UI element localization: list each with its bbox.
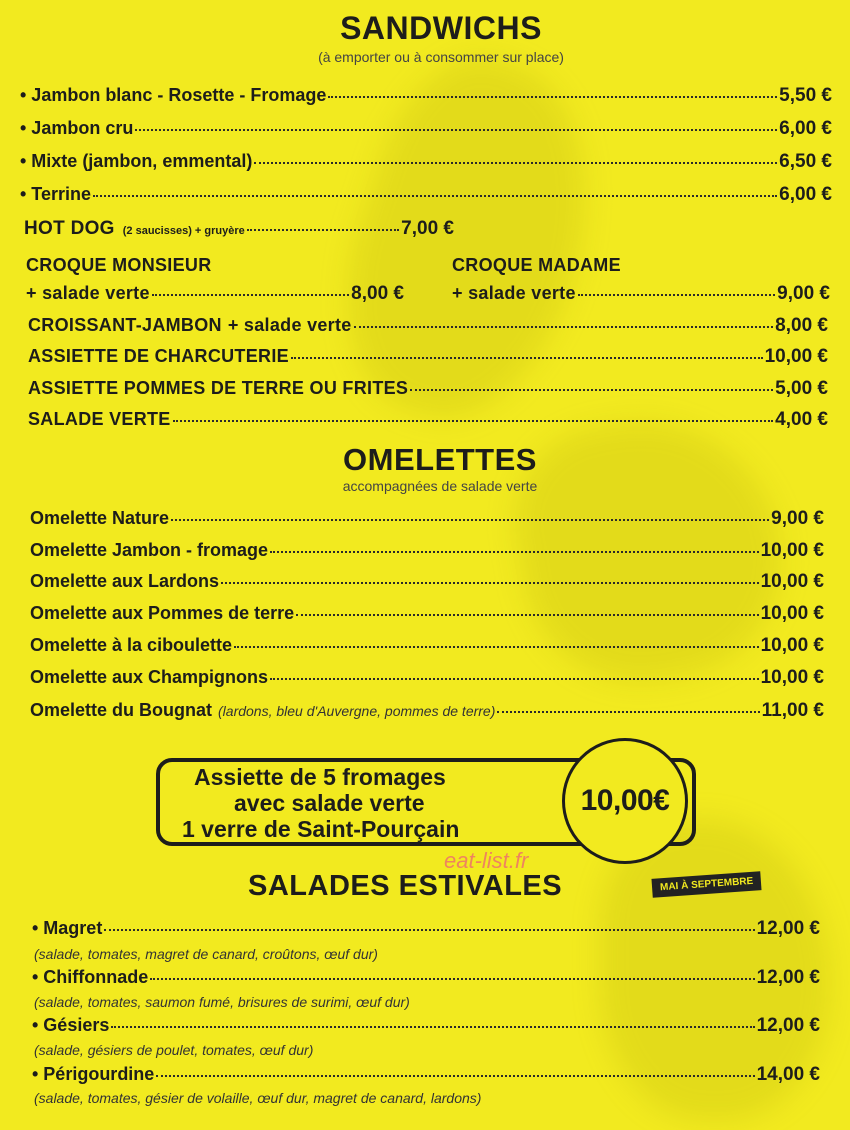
menu-item <box>28 315 828 337</box>
croque-madame-title: CROQUE MADAME <box>452 255 621 275</box>
season-tag: MAI À SEPTEMBRE <box>651 871 761 898</box>
leader-dots <box>296 614 758 616</box>
menu-item <box>28 378 828 400</box>
menu-item <box>20 85 832 107</box>
item-price: 14,00 € <box>756 1064 820 1085</box>
item-label: ASSIETTE POMMES DE TERRE OU FRITES <box>28 378 409 398</box>
item-label: + salade verte <box>26 283 150 303</box>
section-subtitle-sandwichs: (à emporter ou à consommer sur place) <box>318 49 564 65</box>
item-price: 8,00 € <box>775 315 828 336</box>
item-price: 8,00 € <box>351 283 404 304</box>
menu-item <box>32 967 820 989</box>
menu-item <box>30 667 824 689</box>
item-price: 4,00 € <box>775 409 828 430</box>
menu-item <box>30 603 824 625</box>
menu-item <box>32 918 820 940</box>
leader-dots <box>93 195 777 197</box>
item-detail: (salade, tomates, saumon fumé, brisures de surimi, œuf dur) <box>34 994 410 1010</box>
offer-price-badge <box>562 738 688 864</box>
item-price: 10,00 € <box>760 667 824 688</box>
item-label: • Terrine <box>20 184 91 204</box>
menu-item-croque-monsieur <box>26 283 404 305</box>
menu-item <box>30 635 824 657</box>
item-label: • Périgourdine <box>32 1064 155 1084</box>
menu-item-croque-madame <box>452 283 830 305</box>
item-price: 10,00 € <box>764 346 828 367</box>
item-label: • Magret <box>32 918 103 938</box>
item-detail: (salade, gésiers de poulet, tomates, œuf dur) <box>34 1042 314 1058</box>
item-label: Omelette à la ciboulette <box>30 635 233 655</box>
leader-dots <box>234 646 759 648</box>
watermark: eat-list.fr <box>444 848 529 873</box>
leader-dots <box>328 96 777 98</box>
leader-dots <box>254 162 777 164</box>
menu-item <box>28 409 828 431</box>
item-price: 9,00 € <box>777 283 830 304</box>
item-label: • Chiffonnade <box>32 967 149 987</box>
item-detail: (salade, tomates, magret de canard, croûtons, œuf dur) <box>34 946 378 962</box>
leader-dots <box>270 678 759 680</box>
offer-line: avec salade verte <box>234 790 425 816</box>
item-price: 10,00 € <box>760 603 824 624</box>
leader-dots <box>247 229 399 231</box>
leader-dots <box>152 294 349 296</box>
section-title-omelettes: OMELETTES <box>343 442 537 477</box>
item-price: 6,50 € <box>779 151 832 172</box>
leader-dots <box>270 551 759 553</box>
item-detail: (salade, tomates, gésier de volaille, œuf dur, magret de canard, lardons) <box>34 1090 482 1106</box>
leader-dots <box>410 389 773 391</box>
item-price: 6,00 € <box>779 118 832 139</box>
item-price: 10,00 € <box>760 540 824 561</box>
item-price: 12,00 € <box>756 1015 820 1036</box>
leader-dots <box>291 357 763 359</box>
leader-dots <box>497 711 759 713</box>
leader-dots <box>221 582 759 584</box>
item-label: • Gésiers <box>32 1015 110 1035</box>
item-label: HOT DOG <box>24 218 115 239</box>
item-price: 9,00 € <box>771 508 824 529</box>
item-label: Omelette aux Lardons <box>30 571 220 591</box>
menu-item <box>32 1064 820 1086</box>
offer-line: Assiette de 5 fromages <box>194 764 446 790</box>
leader-dots <box>104 929 754 931</box>
section-subtitle-omelettes: accompagnées de salade verte <box>342 478 538 494</box>
item-label: ASSIETTE DE CHARCUTERIE <box>28 346 289 366</box>
item-label: + salade verte <box>452 283 576 303</box>
item-label: Omelette aux Champignons <box>30 667 269 687</box>
item-label: • Jambon cru <box>20 118 134 138</box>
item-label: • Mixte (jambon, emmental) <box>20 151 253 171</box>
leader-dots <box>354 326 774 328</box>
item-label: Omelette aux Pommes de terre <box>30 603 295 623</box>
item-price: 7,00 € <box>401 218 454 239</box>
item-price: 12,00 € <box>756 918 820 939</box>
item-price: 5,00 € <box>775 378 828 399</box>
item-label: • Jambon blanc - Rosette - Fromage <box>20 85 327 105</box>
leader-dots <box>111 1026 754 1028</box>
item-extra: + salade verte <box>227 315 352 335</box>
leader-dots <box>578 294 775 296</box>
item-label: Omelette Jambon - fromage <box>30 540 269 560</box>
item-price: 6,00 € <box>779 184 832 205</box>
omelettes-header <box>0 442 850 494</box>
menu-item <box>20 151 832 173</box>
item-price: 12,00 € <box>756 967 820 988</box>
item-price: 11,00 € <box>761 700 824 721</box>
section-title-salades: SALADES ESTIVALES <box>248 870 563 902</box>
menu-item <box>32 1015 820 1037</box>
item-label: CROISSANT-JAMBON <box>28 315 222 335</box>
menu-item <box>28 346 828 368</box>
menu-item-hotdog <box>24 218 454 240</box>
item-note: (lardons, bleu d'Auvergne, pommes de terre) <box>218 703 496 719</box>
menu-item <box>30 508 824 530</box>
leader-dots <box>173 420 774 422</box>
leader-dots <box>135 129 777 131</box>
leader-dots <box>171 519 769 521</box>
menu-item <box>30 700 824 722</box>
item-price: 10,00 € <box>760 571 824 592</box>
menu-item <box>20 184 832 206</box>
offer-line: 1 verre de Saint-Pourçain <box>182 816 460 842</box>
item-label: Omelette du Bougnat <box>30 700 213 720</box>
item-label: Omelette Nature <box>30 508 170 528</box>
item-price: 5,50 € <box>779 85 832 106</box>
menu-item <box>20 118 832 140</box>
sandwichs-header <box>0 10 850 65</box>
leader-dots <box>150 978 754 980</box>
leader-dots <box>156 1075 754 1077</box>
section-title-sandwichs: SANDWICHS <box>340 10 542 46</box>
item-price: 10,00 € <box>760 635 824 656</box>
item-detail: (2 saucisses) + gruyère <box>122 225 245 237</box>
offer-price: 10,00€ <box>580 784 670 817</box>
menu-item <box>30 571 824 593</box>
croque-monsieur-title: CROQUE MONSIEUR <box>26 255 212 275</box>
menu-item <box>30 540 824 562</box>
item-label: SALADE VERTE <box>28 409 171 429</box>
